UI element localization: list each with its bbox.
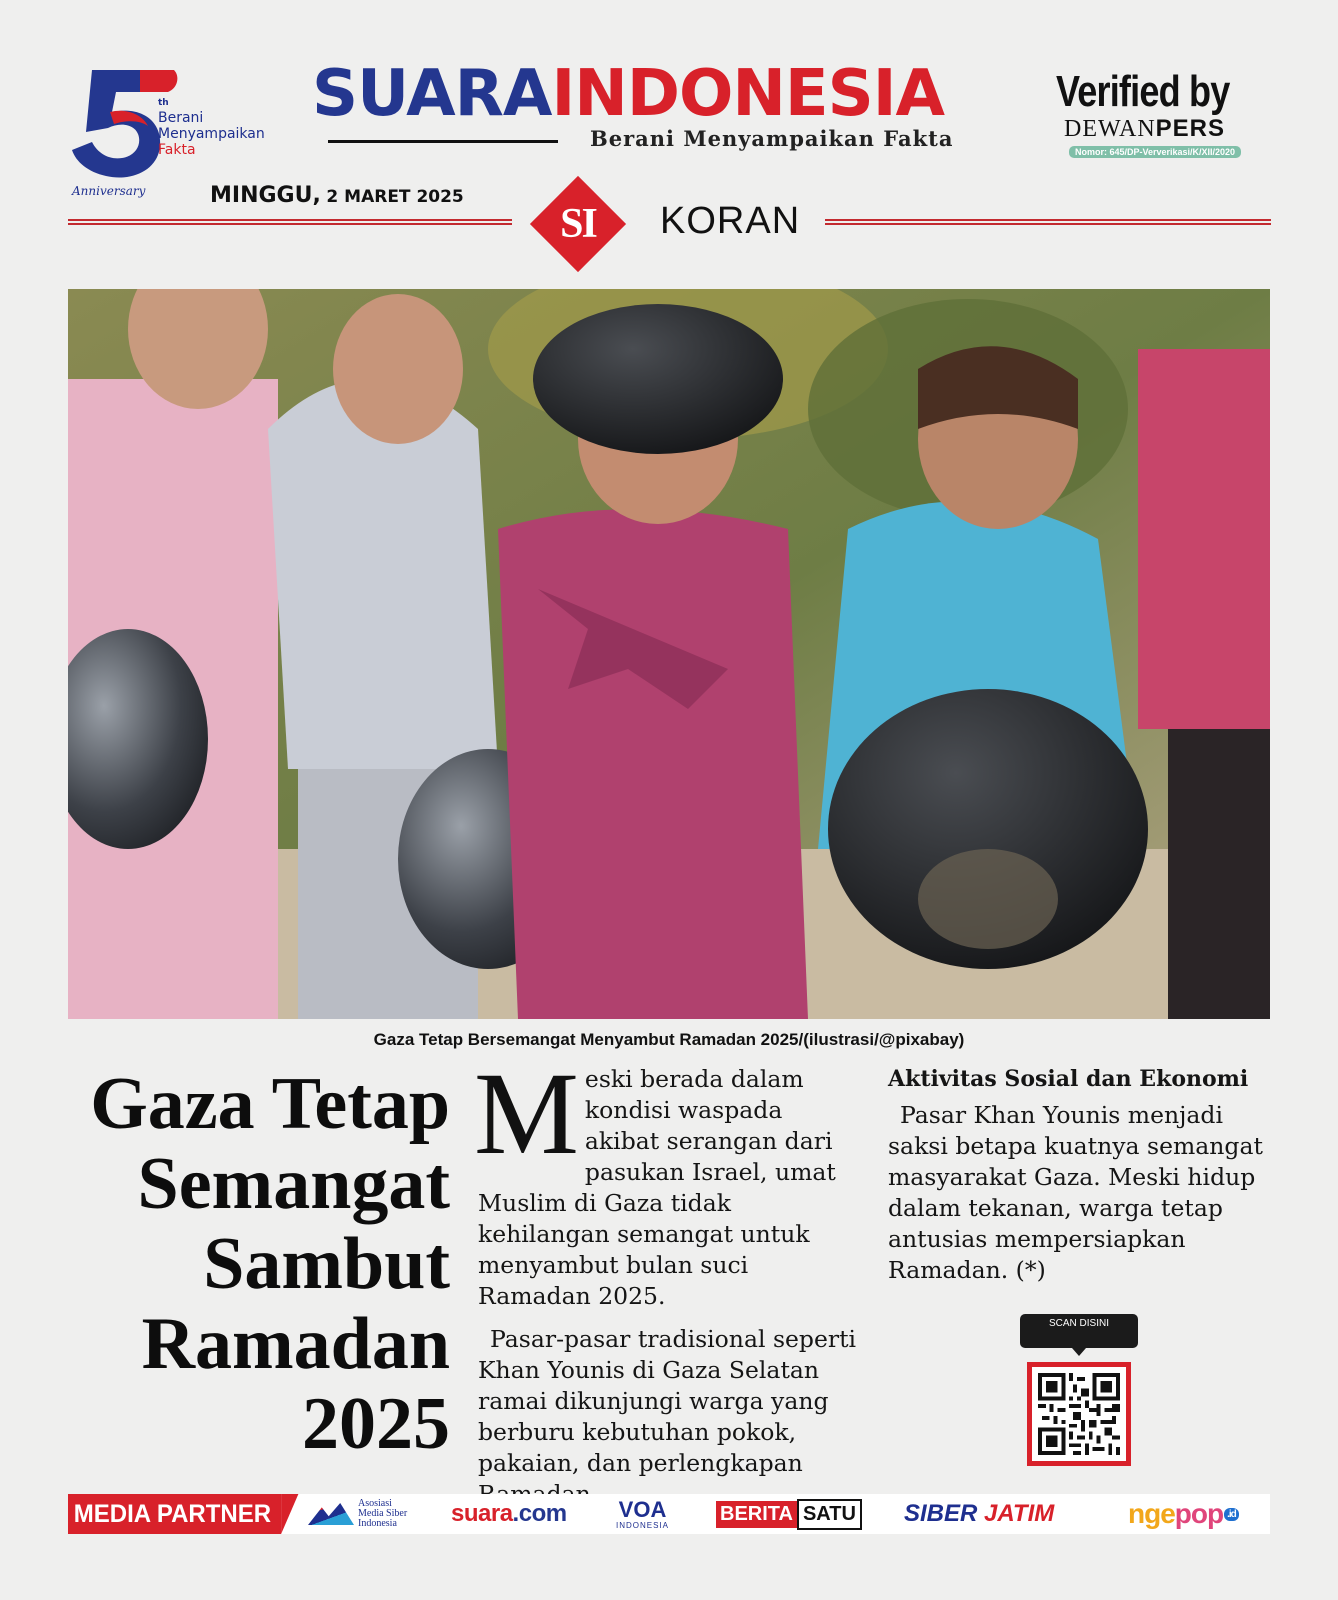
partner-amsi-text bbox=[358, 1499, 407, 1529]
anniversary-line1: Berani bbox=[158, 110, 204, 126]
partner-amsi-line1: Asosiasi bbox=[358, 1498, 392, 1509]
anniversary-line3: Fakta bbox=[158, 142, 196, 158]
partner-siber-part1: SIBER bbox=[904, 1500, 978, 1527]
verified-badge bbox=[1056, 67, 1268, 160]
issue-date-rest: 2 MARET 2025 bbox=[326, 187, 464, 207]
qr-code-block[interactable] bbox=[1020, 1314, 1138, 1482]
anniversary-script: Anniversary bbox=[72, 184, 146, 198]
media-partner-label: MEDIA PARTNER bbox=[68, 1494, 281, 1534]
main-photo bbox=[68, 289, 1270, 1019]
section-badge bbox=[534, 180, 622, 268]
article-paragraph-3: Pasar Khan Younis menjadi saksi betapa kuatnya semangat masyarakat Gaza. Meski hidup dalam tekanan, warga tetap antusias mempersiapkan Ramadan. (*) bbox=[888, 1101, 1263, 1284]
article-paragraph-2: Pasar-pasar tradisional seperti Khan Younis di Gaza Selatan ramai dikunjungi warga yang berburu kebutuhan pokok, pakaian, dan perlengkapan bbox=[478, 1325, 857, 1477]
partner-amsi-logo[interactable] bbox=[308, 1494, 407, 1534]
header-rule-left bbox=[68, 219, 512, 225]
partner-voa-logo[interactable] bbox=[616, 1494, 669, 1534]
article-subhead: Aktivitas Sosial dan Ekonomi bbox=[888, 1066, 1249, 1092]
partner-ngepop-part1: nge bbox=[1128, 1498, 1175, 1529]
anniversary-line2: Menyampaikan bbox=[158, 126, 265, 142]
verified-org-part1: DEWAN bbox=[1064, 116, 1156, 142]
article-column-1 bbox=[474, 1048, 858, 1510]
media-partner-bar bbox=[68, 1494, 1270, 1534]
drop-cap: M bbox=[474, 1048, 579, 1179]
anniversary-suffix: th bbox=[158, 98, 169, 108]
partner-siberjatim-logo[interactable] bbox=[904, 1494, 1054, 1534]
article-paragraph-1 bbox=[474, 1048, 858, 1312]
partner-berita-part1: BERITA bbox=[716, 1501, 797, 1528]
partner-voa-sub: INDONESIA bbox=[616, 1520, 670, 1530]
partner-ngepop-tld: .id bbox=[1224, 1508, 1239, 1521]
partner-suara-logo[interactable] bbox=[451, 1494, 567, 1534]
partner-voa-main: VOA bbox=[618, 1496, 667, 1522]
partner-ngepop-part2: pop bbox=[1174, 1498, 1224, 1529]
section-badge-text: SI bbox=[560, 201, 596, 247]
masthead-title-suara: SUARA bbox=[312, 57, 552, 131]
children-with-pots-illustration bbox=[68, 289, 1270, 1019]
anniversary-tagline bbox=[158, 110, 265, 158]
partner-suara-part1: suara bbox=[451, 1500, 513, 1527]
partner-ngepop-logo[interactable] bbox=[1128, 1494, 1239, 1534]
article-column-2 bbox=[888, 1064, 1268, 1286]
verified-title: Verified by bbox=[1056, 67, 1230, 116]
partner-berita-part2: SATU bbox=[797, 1499, 862, 1530]
section-name: KORAN bbox=[660, 200, 801, 242]
masthead-title bbox=[312, 58, 1022, 130]
qr-scan-label: SCAN DISINI bbox=[1020, 1314, 1138, 1348]
issue-day: MINGGU, bbox=[210, 183, 321, 208]
partner-beritasatu-logo[interactable] bbox=[716, 1494, 862, 1534]
partner-amsi-line2: Media Siber bbox=[358, 1508, 408, 1519]
partner-suara-part2: .com bbox=[512, 1500, 567, 1527]
qr-code-icon bbox=[1038, 1373, 1120, 1455]
qr-code[interactable] bbox=[1027, 1362, 1131, 1466]
masthead-tagline-row bbox=[328, 126, 1018, 150]
masthead-divider bbox=[328, 140, 558, 143]
article-paragraph-1-text: eski berada dalam kondisi waspada akibat serangan dari pasukan Israel, umat Muslim di Gaza tidak kehilangan semangat untuk menyambut bulan suci Ramadan 2025. bbox=[478, 1065, 836, 1310]
masthead bbox=[312, 57, 1022, 151]
masthead-tagline: Berani Menyampaikan Fakta bbox=[590, 126, 954, 151]
verified-number: Nomor: 645/DP-Ververikasi/K/XII/2020 bbox=[1069, 146, 1241, 158]
article-headline: Gaza Tetap Semangat Sambut Ramadan 2025 bbox=[90, 1063, 450, 1465]
issue-date bbox=[210, 183, 464, 208]
header-rule-right bbox=[825, 219, 1271, 225]
partner-siber-part2: JATIM bbox=[984, 1500, 1055, 1527]
photo-caption: Gaza Tetap Bersemangat Menyambut Ramadan 2025/(ilustrasi/@pixabay) bbox=[373, 1030, 965, 1049]
verified-org bbox=[1064, 116, 1268, 142]
verified-org-part2: PERS bbox=[1155, 115, 1226, 142]
masthead-title-indonesia: INDONESIA bbox=[551, 57, 945, 131]
amsi-bars-icon bbox=[308, 1503, 354, 1525]
partner-amsi-line3: Indonesia bbox=[358, 1518, 397, 1529]
